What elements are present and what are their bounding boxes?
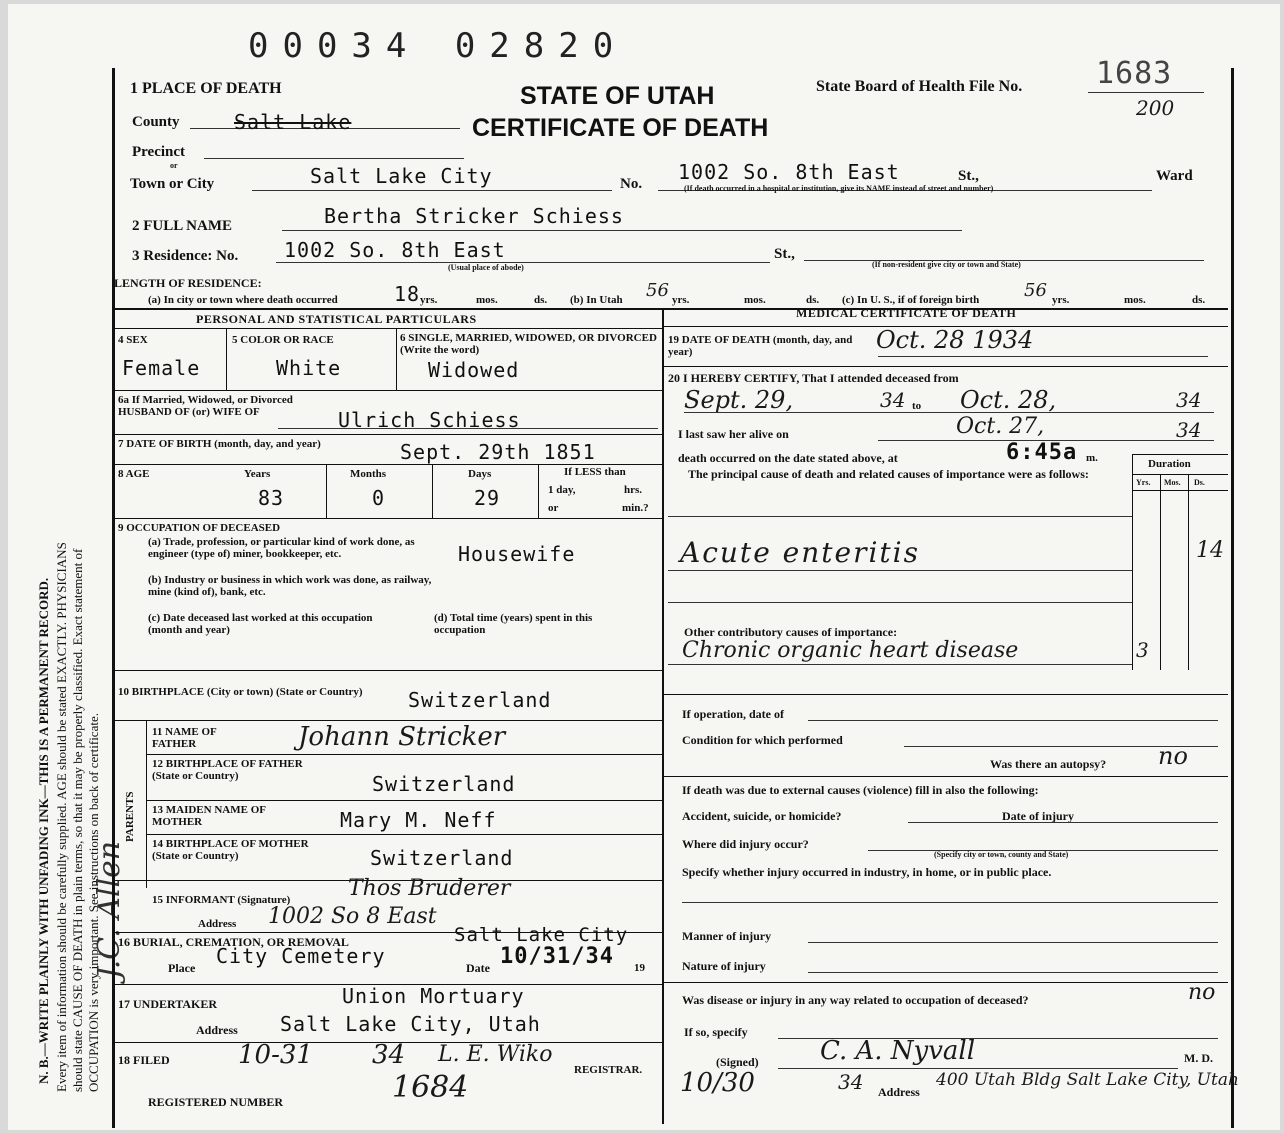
where-label: Where did injury occur?: [682, 837, 809, 851]
medical-header: MEDICAL CERTIFICATE OF DEATH: [796, 306, 1017, 320]
ward-label: Ward: [1156, 168, 1193, 184]
sex-label: 4 SEX: [118, 334, 148, 346]
length-a-ds: ds.: [534, 294, 548, 306]
reg-no: 1684: [392, 1070, 469, 1105]
last-saw-year: 34: [1176, 418, 1202, 442]
certify-label: 20 I HEREBY CERTIFY, That I attended deceased from: [668, 371, 959, 385]
filed-label: 18 FILED: [118, 1053, 170, 1067]
reg-no-label: REGISTERED NUMBER: [148, 1095, 284, 1109]
attended-to: Oct. 28,: [960, 386, 1057, 414]
age-months: 0: [372, 486, 386, 510]
nature-label: Nature of injury: [682, 959, 766, 973]
residence-label: 3 Residence: No.: [132, 248, 239, 264]
cause-days: 14: [1196, 538, 1224, 563]
occupation-a: (a) Trade, profession, or particular kind of work done, as engineer (type of) miner, bookkeeper, etc.: [148, 536, 415, 560]
days-label: Days: [468, 468, 492, 480]
length-c-mos: mos.: [1124, 294, 1146, 306]
state-title: STATE OF UTAH: [520, 82, 715, 110]
last-saw-label: I last saw her alive on: [678, 427, 789, 441]
undertaker-label: 17 UNDERTAKER: [118, 997, 218, 1011]
length-a-label: (a) In city or town where death occurred: [148, 294, 338, 306]
length-b-mos: mos.: [744, 294, 766, 306]
age-label: 8 AGE: [118, 468, 150, 480]
length-a-yrs: yrs.: [420, 294, 438, 306]
father-label: 11 NAME OF FATHER: [152, 726, 217, 750]
file-no-2: 200: [1136, 96, 1175, 120]
mother-bp-label: 14 BIRTHPLACE OF MOTHER (State or Country): [152, 838, 309, 862]
marital-value: Widowed: [428, 358, 520, 382]
occupation-b: (b) Industry or business in which work was done, as railway, mine (kind of), bank, etc.: [148, 574, 432, 598]
where-note: (Specify city or town, county and State): [934, 850, 1069, 859]
duration-yrs: Yrs.: [1136, 478, 1151, 487]
autopsy-value: no: [1158, 742, 1188, 770]
usual-note: (Usual place of abode): [448, 263, 524, 272]
undertaker-address-label: Address: [196, 1023, 238, 1037]
informant-city: Salt Lake City: [454, 924, 629, 946]
filed-year: 34: [372, 1040, 406, 1070]
burial-label: 16 BURIAL, CREMATION, OR REMOVAL: [118, 935, 349, 949]
hrs-label: hrs.: [624, 484, 643, 496]
side-note-ink: N. B.—WRITE PLAINLY WITH UNFADING INK—THIS IS A PERMANENT RECORD.: [36, 577, 51, 1084]
death-time-label: death occurred on the date stated above, at: [678, 451, 898, 465]
burial-date-label: Date: [466, 961, 490, 975]
physician-address-label: Address: [878, 1085, 920, 1099]
town-value: Salt Lake City: [310, 164, 493, 188]
dod-label: 19 DATE OF DEATH (month, day, and year): [668, 334, 853, 358]
st-label: St.,: [958, 168, 979, 184]
town-label: Town or City: [130, 176, 215, 192]
autopsy-label: Was there an autopsy?: [990, 757, 1107, 771]
length-c-ds: ds.: [1192, 294, 1206, 306]
occupation-answer: no: [1188, 980, 1216, 1005]
or-min-label: or: [548, 502, 559, 514]
burial-19: 19: [634, 962, 645, 974]
father-value: Johann Stricker: [298, 722, 506, 752]
spouse-label: 6a If Married, Widowed, or Divorced HUSBAND OF (or) WIFE OF: [118, 394, 293, 418]
father-bp-label: 12 BIRTHPLACE OF FATHER (State or Country): [152, 758, 303, 782]
sex-value: Female: [122, 356, 201, 380]
no-label: No.: [620, 176, 643, 192]
full-name-label: 2 FULL NAME: [132, 218, 233, 234]
occupation-question: Was disease or injury in any way related to occupation of deceased?: [682, 993, 1029, 1007]
if-so-label: If so, specify: [684, 1025, 748, 1039]
one-day-label: 1 day,: [548, 484, 576, 496]
parents-label: PARENTS: [124, 791, 136, 842]
burial-place-label: Place: [168, 961, 196, 975]
father-bp-value: Switzerland: [372, 772, 516, 796]
to-label: to: [912, 400, 922, 412]
length-b-value: 56: [646, 280, 669, 301]
county-label: County: [132, 114, 180, 130]
cause-value: Acute enteritis: [680, 536, 920, 569]
full-name-value: Bertha Stricker Schiess: [324, 204, 624, 228]
hospital-note: (If death occurred in a hospital or institution, give its NAME instead of street and number): [684, 184, 994, 193]
physician-address: 400 Utah Bldg Salt Lake City, Utah: [936, 1070, 1239, 1090]
age-days: 29: [474, 486, 501, 510]
place-of-death-label: 1 PLACE OF DEATH: [130, 80, 282, 97]
occupation-d: (d) Total time (years) spent in this occupation: [434, 612, 593, 636]
mother-bp-value: Switzerland: [370, 846, 514, 870]
external-label: If death was due to external causes (violence) fill in also the following:: [682, 783, 1039, 797]
mother-label: 13 MAIDEN NAME OF MOTHER: [152, 804, 266, 828]
other-causes-yrs: 3: [1136, 638, 1149, 662]
undertaker-address: Salt Lake City, Utah: [280, 1012, 541, 1036]
duration-label: Duration: [1148, 458, 1191, 470]
other-causes-label: Other contributory causes of importance:: [684, 625, 898, 639]
side-note-occupation: OCCUPATION is very important. See instructions on back of certificate.: [86, 713, 101, 1092]
death-certificate: [8, 4, 1280, 1130]
accident-label: Accident, suicide, or homicide?: [682, 809, 842, 823]
occupation-label: 9 OCCUPATION OF DECEASED: [118, 522, 281, 534]
birthplace-label: 10 BIRTHPLACE (City or town) (State or Country): [118, 686, 363, 698]
informant-address: 1002 So 8 East: [268, 904, 437, 929]
specify-label: Specify whether injury occurred in industry, in home, or in public place.: [682, 865, 1052, 879]
burial-place: City Cemetery: [216, 944, 386, 968]
attended-to-year: 34: [1176, 388, 1202, 412]
county-value: Salt Lake: [234, 110, 352, 134]
side-note-cause: should state CAUSE OF DEATH in plain terms, so that it may be properly classified. Exact statement of: [70, 548, 85, 1092]
residence-value: 1002 So. 8th East: [284, 238, 506, 262]
signed-year: 34: [838, 1070, 864, 1094]
mother-value: Mary M. Neff: [340, 808, 497, 832]
undertaker-value: Union Mortuary: [342, 984, 525, 1008]
side-signature: J.C. Allen: [92, 840, 127, 979]
registrar-signature: L. E. Wiko: [438, 1042, 553, 1067]
marital-label: 6 SINGLE, MARRIED, WIDOWED, OR DIVORCED (Write the word): [400, 332, 657, 356]
duration-mos: Mos.: [1164, 478, 1181, 487]
length-c-value: 56: [1024, 280, 1047, 301]
length-title: LENGTH OF RESIDENCE:: [114, 276, 262, 290]
nonres-note: (If non-resident give city or town and State): [872, 260, 1021, 269]
place-address: 1002 So. 8th East: [678, 160, 900, 184]
length-a-mos: mos.: [476, 294, 498, 306]
condition-label: Condition for which performed: [682, 733, 843, 747]
attended-from: Sept. 29,: [684, 386, 794, 414]
m-label: m.: [1086, 452, 1098, 464]
spouse-value: Ulrich Schiess: [338, 408, 521, 432]
or-label: or: [170, 161, 178, 170]
death-time: 6:45a: [1006, 440, 1078, 465]
occupation-value: Housewife: [458, 542, 576, 566]
cause-label: The principal cause of death and related causes of importance were as follows:: [688, 467, 1089, 481]
dod-value: Oct. 28 1934: [876, 326, 1034, 354]
burial-date: 10/31/34: [500, 944, 614, 969]
md-label: M. D.: [1184, 1051, 1213, 1065]
age-years: 83: [258, 486, 285, 510]
color-value: White: [276, 356, 342, 380]
min-label: min.?: [622, 502, 649, 514]
injury-date-label: Date of injury: [1002, 809, 1074, 823]
signed-label: (Signed): [716, 1055, 759, 1069]
personal-header: PERSONAL AND STATISTICAL PARTICULARS: [196, 312, 477, 326]
birthplace-value: Switzerland: [408, 688, 552, 712]
dob-value: Sept. 29th 1851: [400, 440, 596, 464]
file-no-label: State Board of Health File No.: [816, 78, 1023, 95]
less-label: If LESS than: [564, 466, 626, 478]
form-frame: [112, 68, 1234, 1128]
length-b-label: (b) In Utah: [570, 294, 623, 306]
other-causes-value: Chronic organic heart disease: [682, 638, 1019, 663]
years-label: Years: [244, 468, 271, 480]
length-c-label: (c) In U. S., if of foreign birth: [842, 294, 980, 306]
filed-date: 10-31: [238, 1040, 313, 1070]
informant-label: 15 INFORMANT (Signature): [152, 894, 291, 906]
precinct-label: Precinct: [132, 144, 186, 160]
length-c-yrs: yrs.: [1052, 294, 1070, 306]
dob-label: 7 DATE OF BIRTH (month, day, and year): [118, 438, 321, 450]
informant-value: Thos Bruderer: [348, 876, 511, 901]
certificate-title: CERTIFICATE OF DEATH: [472, 114, 769, 142]
length-b-ds: ds.: [806, 294, 820, 306]
signed-date: 10/30: [680, 1068, 755, 1098]
occupation-c: (c) Date deceased last worked at this occupation (month and year): [148, 612, 373, 636]
file-no: 1683: [1096, 56, 1173, 91]
physician-signature: C. A. Nyvall: [820, 1036, 976, 1066]
color-label: 5 COLOR OR RACE: [232, 334, 334, 346]
manner-label: Manner of injury: [682, 929, 772, 943]
length-b-yrs: yrs.: [672, 294, 690, 306]
duration-ds: Ds.: [1194, 478, 1205, 487]
last-saw-value: Oct. 27,: [956, 414, 1045, 439]
length-a-value: 18: [394, 282, 421, 306]
attended-from-year: 34: [880, 388, 906, 412]
months-label: Months: [350, 468, 387, 480]
operation-label: If operation, date of: [682, 707, 784, 721]
residence-st-label: St.,: [774, 246, 795, 262]
informant-address-label: Address: [198, 918, 237, 930]
side-note-age: Every item of information should be carefully supplied. AGE should be stated EXACTLY. PHYSICIANS: [54, 542, 69, 1092]
registrar-label: REGISTRAR.: [574, 1064, 643, 1076]
serial-number: 00034 02820: [248, 26, 628, 66]
